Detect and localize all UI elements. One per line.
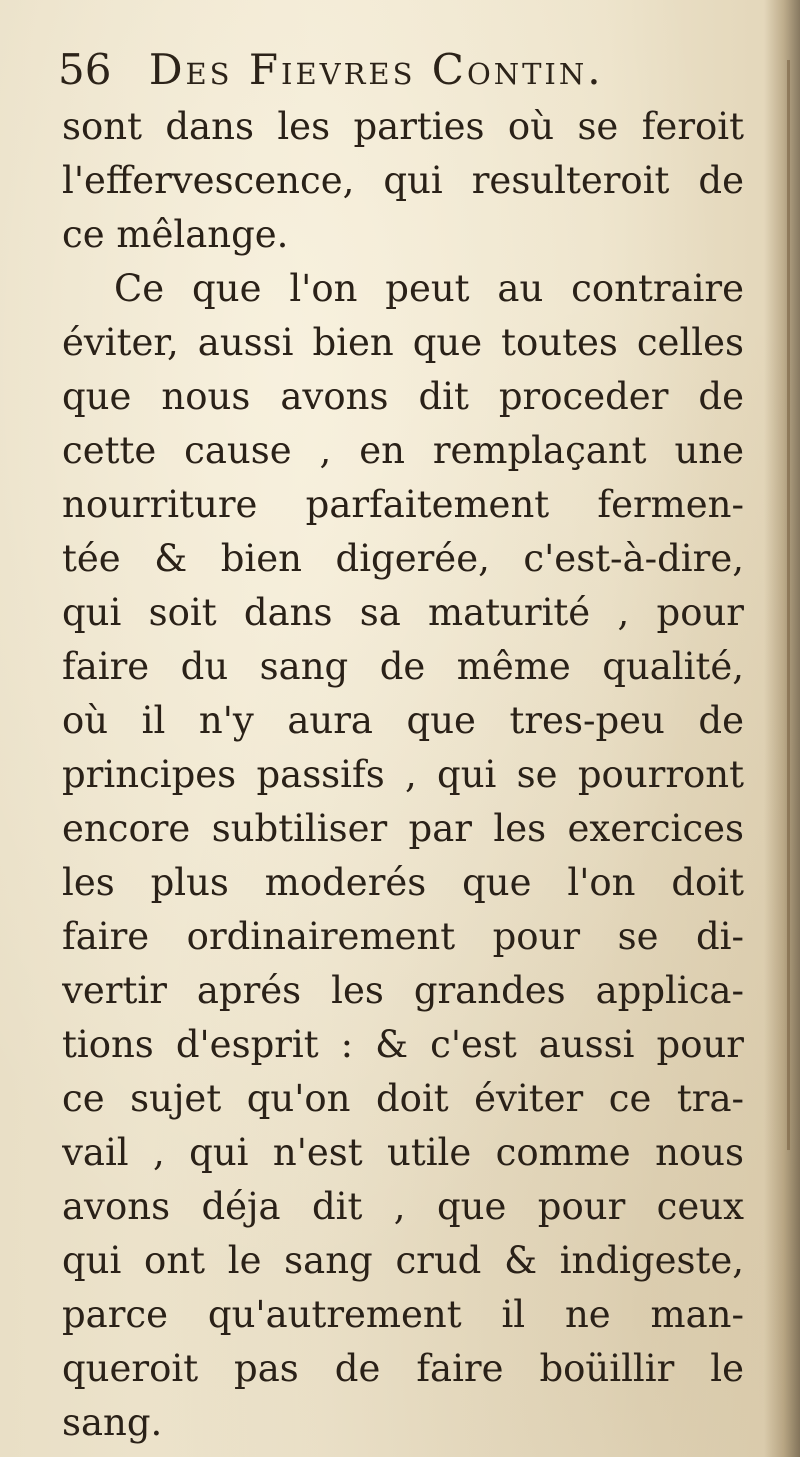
page-header xyxy=(58,40,758,100)
text-line: tions d'esprit : & c'est aussi pour xyxy=(62,1023,744,1066)
text-line: nourriture parfaitement fermen- xyxy=(62,483,744,526)
text-line: avons déja dit , que pour ceux xyxy=(62,1185,744,1228)
text-line: les plus moderés que l'on doit xyxy=(62,861,744,904)
page-edge-shadow xyxy=(764,0,800,1457)
text-line: où il n'y aura que tres-peu de xyxy=(62,699,744,742)
text-line: principes passifs , qui se pourront xyxy=(62,753,744,796)
text-line: ce sujet qu'on doit éviter ce tra- xyxy=(62,1077,744,1120)
text-line: queroit pas de faire boüillir le xyxy=(62,1347,744,1390)
text-line: vail , qui n'est utile comme nous xyxy=(62,1131,744,1174)
text-line: sont dans les parties où se feroit xyxy=(62,105,744,148)
text-line: encore subtiliser par les exercices xyxy=(62,807,744,850)
text-line: parce qu'autrement il ne man- xyxy=(62,1293,744,1336)
binding-edge xyxy=(787,60,790,1150)
text-line: que nous avons dit proceder de xyxy=(62,375,744,418)
page-number: 56 xyxy=(58,45,112,94)
text-line: éviter, aussi bien que toutes celles xyxy=(62,321,744,364)
text-line: Ce que l'on peut au contraire xyxy=(114,267,744,310)
body-text xyxy=(62,100,744,1450)
text-line: qui soit dans sa maturité , pour xyxy=(62,591,744,634)
text-line: faire du sang de même qualité, xyxy=(62,645,744,688)
text-line: ce mêlange. xyxy=(62,213,289,256)
text-line: faire ordinairement pour se di- xyxy=(62,915,744,958)
text-line: qui ont le sang crud & indigeste, xyxy=(62,1239,744,1282)
text-line: cette cause , en remplaçant une xyxy=(62,429,744,472)
text-line: vertir aprés les grandes applica- xyxy=(62,969,744,1012)
text-line: tée & bien digerée, c'est-à-dire, xyxy=(62,537,744,580)
text-line: sang. xyxy=(62,1401,163,1444)
running-head: Des Fievres Contin. xyxy=(148,45,604,94)
text-line: l'effervescence, qui resulteroit de xyxy=(62,159,744,202)
